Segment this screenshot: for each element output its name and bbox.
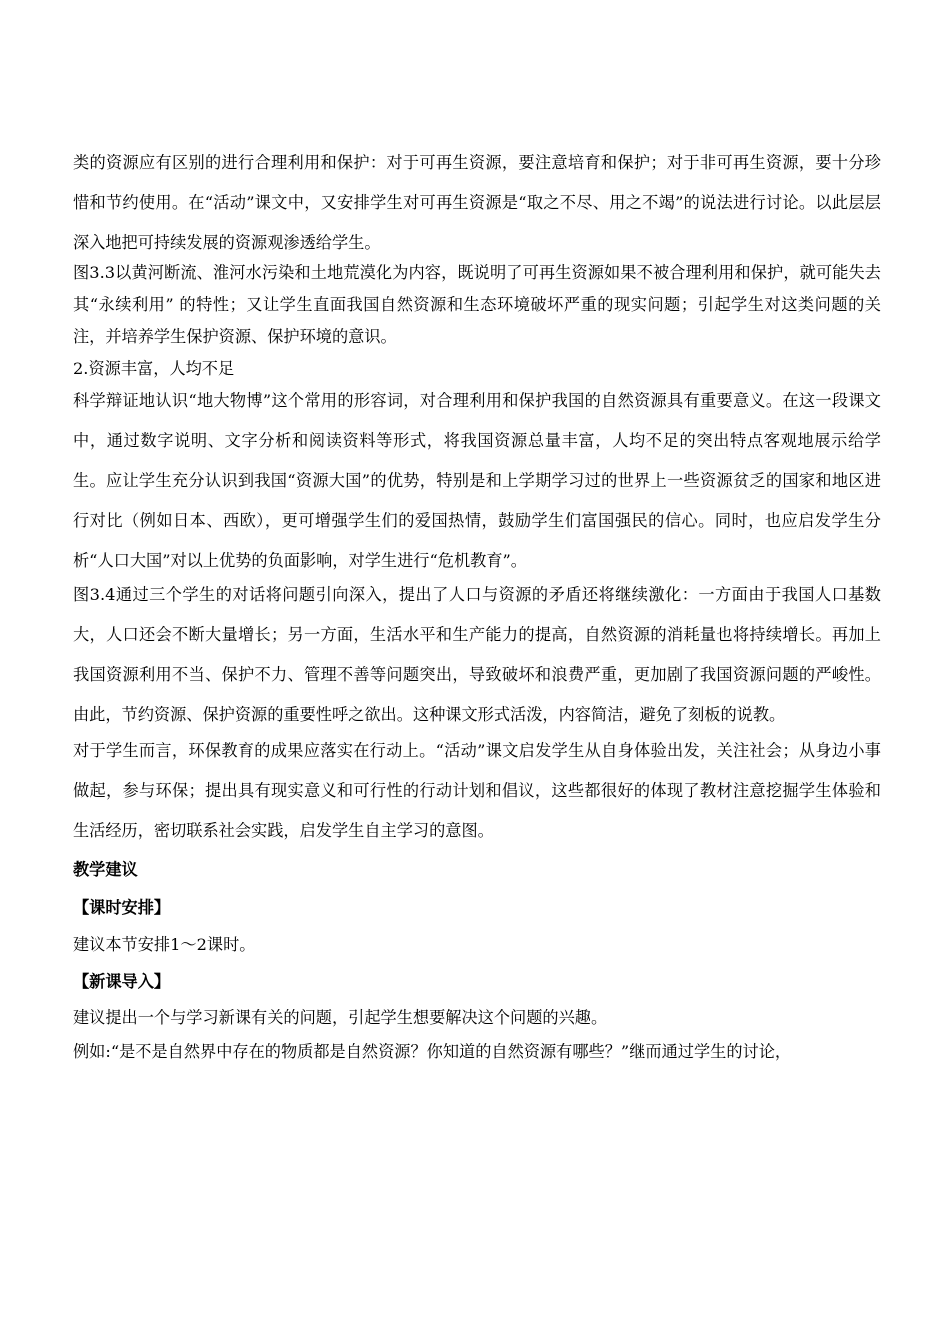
heading-class-schedule: 【课时安排】 — [73, 898, 171, 917]
paragraph-environmental-action: 对于学生而言，环保教育的成果应落实在行动上。“活动”课文启发学生从自身体验出发，关注社会；从身边小事做起，参与环保；提出具有现实意义和可行性的行动计划和倡议，这些都很好的体现了教材注意挖掘学生体验和生活经历，密切联系社会实践，启发学生自主学习的意图。 — [73, 741, 881, 840]
intro-text: 建议提出一个与学习新课有关的问题，引起学生想要解决这个问题的兴趣。 — [73, 1008, 608, 1027]
example-text: 例如:“是不是自然界中存在的物质都是自然资源？你知道的自然资源有哪些？”继而通过学生的讨论， — [73, 1042, 792, 1061]
paragraph-dida-wubo: 科学辩证地认识“地大物博”这个常用的形容词，对合理利用和保护我国的自然资源具有重要意义。在这一段课文中，通过数字说明、文字分析和阅读资料等形式，将我国资源总量丰富，人均不足的突出特点客观地展示给学生。应让学生充分认识到我国“资源大国”的优势，特别是和上学期学习过的世界上一些资源贫乏的国家和地区进行对比（例如日本、西欧），更可增强学生们的爱国热情，鼓励学生们富国强民的信心。同时，也应启发学生分析“人口大国”对以上优势的负面影响，对学生进行“危机教育”。 — [73, 391, 881, 570]
heading-teaching-suggestions: 教学建议 — [73, 860, 138, 879]
paragraph-resource-protection: 类的资源应有区别的进行合理利用和保护：对于可再生资源，要注意培育和保护；对于非可再生资源，要十分珍惜和节约使用。在“活动”课文中，又安排学生对可再生资源是“取之不尽、用之不竭”的说法进行讨论。以此层层深入地把可持续发展的资源观渗透给学生。 — [73, 153, 881, 252]
document-body — [73, 143, 881, 1069]
paragraph-figure-3-4: 图3.4通过三个学生的对话将问题引向深入，提出了人口与资源的矛盾还将继续激化：一方面由于我国人口基数大，人口还会不断大量增长；另一方面，生活水平和生产能力的提高，自然资源的消耗量也将持续增长。再加上我国资源利用不当、保护不力、管理不善等问题突出，导致破坏和浪费严重，更加剧了我国资源问题的严峻性。由此，节约资源、保护资源的重要性呼之欲出。这种课文形式活泼，内容简洁，避免了刻板的说教。 — [73, 585, 881, 724]
paragraph-figure-3-3: 图3.3以黄河断流、淮河水污染和土地荒漠化为内容，既说明了可再生资源如果不被合理利用和保护，就可能失去其“永续利用” 的特性；又让学生直面我国自然资源和生态环境破坏严重的现实问题；引起学生对这类问题的关注，并培养学生保护资源、保护环境的意识。 — [73, 263, 881, 346]
schedule-text: 建议本节安排1～2课时。 — [73, 935, 256, 954]
section-heading-resources-rich: 2.资源丰富，人均不足 — [73, 359, 235, 378]
heading-new-lesson-intro: 【新课导入】 — [73, 972, 171, 991]
